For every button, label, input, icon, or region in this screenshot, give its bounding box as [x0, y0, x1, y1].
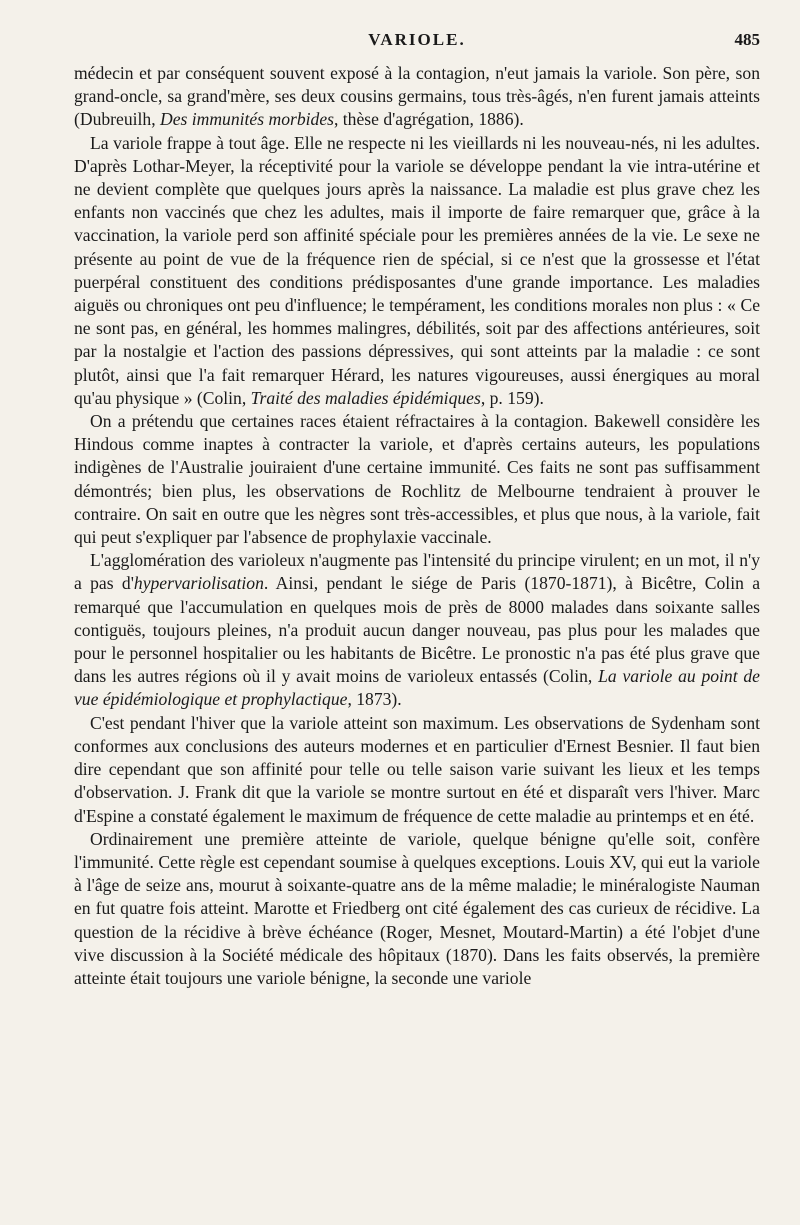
italic-text-run: Traité des maladies épidémiques: [250, 387, 481, 408]
text-run: , p. 159).: [480, 387, 544, 408]
italic-text-run: hypervariolisation: [133, 573, 264, 594]
paragraph: [74, 410, 760, 549]
italic-text-run: La variole au point de vue épidémiologique et prophylactique: [74, 666, 760, 710]
text-run: , 1873).: [347, 689, 402, 710]
paragraph: [74, 132, 760, 410]
text-run: Ordinairement une première atteinte de variole, quelque bénigne qu'elle soit, confère l'immunité. Cette règle est cependant soumise à quelques exceptions. Louis XV, qui eut la variole à l'âge de seize ans, mourut à soixante-quatre ans de la même maladie; le minéralogiste Nauman en fut quatre fois atteint. Marotte et Friedberg ont cité également des cas curieux de récidive. La question de la récidive à brève échéance (Roger, Mesnet, Moutard-Martin) a été l'objet d'une vive discussion à la Société médicale des hôpitaux (1870). Dans les faits observés, la première atteinte était toujours une variole bénigne, la seconde une variole: [74, 828, 760, 988]
paragraph: [74, 549, 760, 711]
paragraph: [74, 62, 760, 132]
italic-text-run: Des immunités morbides: [160, 109, 334, 130]
text-run: médecin et par conséquent souvent exposé à la contagion, n'eut jamais la variole. Son père, son grand-oncle, sa grand'mère, ses deux cousins germains, tous très-âgés, n'en furent jamais atteints (Dubreuilh,: [74, 63, 760, 130]
paragraph: [74, 712, 760, 828]
page-number: 485: [734, 30, 760, 49]
page-header: [74, 30, 760, 62]
text-run: , thèse d'agrégation, 1886).: [333, 109, 524, 130]
text-run: L'agglomération des varioleux n'augmente pas l'intensité du principe virulent; en un mot, il n'y a pas d': [74, 550, 760, 594]
text-run: C'est pendant l'hiver que la variole atteint son maximum. Les observations de Sydenham sont conformes aux conclusions des auteurs modernes et en particulier d'Ernest Besnier. Il faut bien dire cependant que son affinité pour telle ou telle saison varie suivant les lieux et les temps d'observation. J. Frank dit que la variole se montre surtout en été et disparaît vers l'hiver. Marc d'Espine a constaté également le maximum de fréquence de cette maladie au printemps et en été.: [74, 712, 760, 826]
body-text: [74, 62, 760, 990]
running-title: VARIOLE.: [368, 30, 466, 49]
text-run: . Ainsi, pendant le siége de Paris (1870-1871), à Bicêtre, Colin a remarqué que l'accumulation en quelques mois de près de 8000 malades dans soixante salles contiguës, toujours pleines, n'a produit aucun danger nouveau, pas plus pour les malades que pour le personnel hospitalier ou les habitants de Bicêtre. Le pronostic n'a pas été plus grave que dans les autres régions où il y avait moins de varioleux entassés (Colin,: [74, 573, 761, 687]
text-run: On a prétendu que certaines races étaient réfractaires à la contagion. Bakewell considère les Hindous comme inaptes à contracter la variole, et d'après certains auteurs, les populations indigènes de l'Australie jouiraient d'une certaine immunité. Ces faits ne sont pas suffisamment démontrés; bien plus, les observations de Rochlitz de Melbourne tendraient à prouver le contraire. On sait en outre que les nègres sont très-accessibles, et plus que nous, à la variole, fait qui peut s'expliquer par l'absence de prophylaxie vaccinale.: [74, 411, 760, 548]
text-run: La variole frappe à tout âge. Elle ne respecte ni les vieillards ni les nouveau-nés, ni les adultes. D'après Lothar-Meyer, la réceptivité pour la variole se développe pendant la vie intra-utérine et ne devient complète que quelques jours après la naissance. La maladie est plus grave chez les enfants non vaccinés que chez les adultes, mais il importe de faire remarquer que, grâce à la vaccination, la variole perd son affinité spéciale pour les premières années de la vie. Le sexe ne présente au point de vue de la fréquence rien de spécial, si ce n'est que la grossesse et l'état puerpéral constituent des conditions prédisposantes d'une grande importance. Les maladies aiguës ou chroniques ont peu d'influence; le tempérament, les conditions morales non plus : « Ce ne sont pas, en général, les hommes malingres, débilités, soit par des affections antérieures, soit par la nostalgie et l'action des passions dépressives, qui sont atteints par la maladie : ce sont plutôt, ainsi que l'a fait remarquer Hérard, les natures vigoureuses, aussi énergiques au moral qu'au physique » (Colin,: [74, 132, 760, 408]
paragraph: [74, 828, 760, 990]
